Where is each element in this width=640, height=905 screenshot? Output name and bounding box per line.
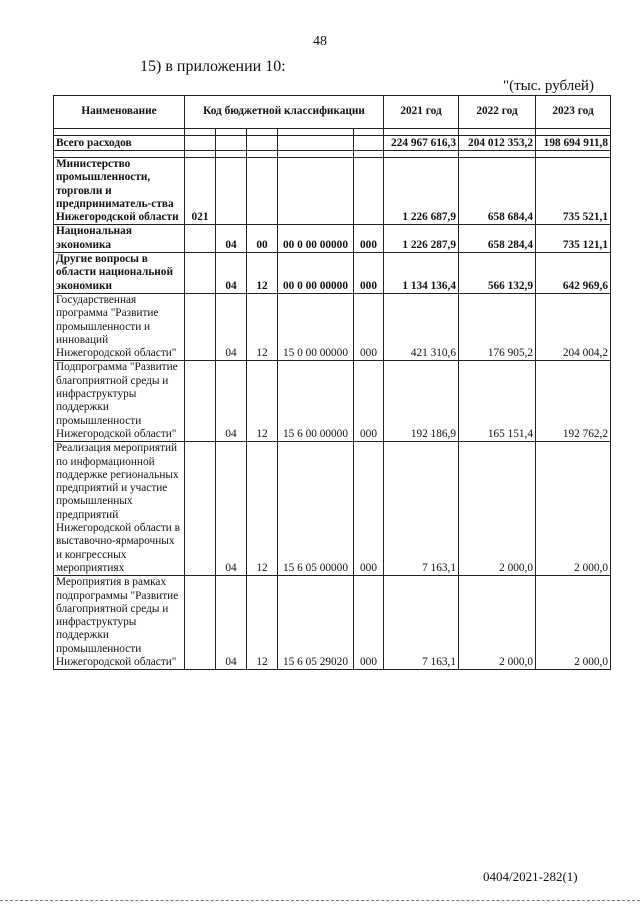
page-number: 48 (313, 34, 327, 49)
table-header-row (54, 96, 611, 129)
cell-y2021: 1 226 687,9 (384, 158, 459, 225)
cell-y2021: 192 186,9 (384, 361, 459, 442)
cell-section: 04 (216, 361, 247, 442)
intro-text: 15) в приложении 10: (140, 58, 286, 75)
table-row (54, 158, 611, 225)
cell-name: Государственная программа "Развитие промышленности и инноваций Нижегородской области" (54, 293, 185, 360)
cell-type: 000 (354, 361, 384, 442)
cell-subsection: 12 (247, 253, 278, 294)
cell-y2022: 658 284,4 (459, 225, 536, 253)
cell-name: Реализация мероприятий по информационной поддержке региональных предприятий и участие промышленных предприятий Нижегородской области в выставочно-ярмарочных и конгрессных мероприятиях (54, 442, 185, 576)
table-row (54, 253, 611, 294)
cell-y2023: 735 121,1 (536, 225, 611, 253)
cell-section: 04 (216, 225, 247, 253)
cell-subsection: 12 (247, 361, 278, 442)
cell-section: 04 (216, 442, 247, 576)
header-name: Наименование (54, 96, 185, 129)
cell-y2022: 2 000,0 (459, 576, 536, 670)
cell-y2022: 165 151,4 (459, 361, 536, 442)
total-2021: 224 967 616,3 (384, 136, 459, 151)
cell-type: 000 (354, 253, 384, 294)
cell-y2022: 566 132,9 (459, 253, 536, 294)
cell-ministry (185, 361, 216, 442)
spacer-row (54, 129, 611, 136)
header-code: Код бюджетной классификации (185, 96, 384, 129)
cell-name: Подпрограмма "Развитие благоприятной среды и инфраструктуры поддержки промышленности Нижегородской области" (54, 361, 185, 442)
cell-y2022: 658 684,4 (459, 158, 536, 225)
cell-y2023: 2 000,0 (536, 442, 611, 576)
table-row (54, 576, 611, 670)
header-2022: 2022 год (459, 96, 536, 129)
budget-table (53, 95, 611, 670)
cell-name: Национальная экономика (54, 225, 185, 253)
cell-type: 000 (354, 576, 384, 670)
cell-y2022: 2 000,0 (459, 442, 536, 576)
cell-target: 15 0 00 00000 (278, 293, 354, 360)
total-2022: 204 012 353,2 (459, 136, 536, 151)
cell-type: 000 (354, 293, 384, 360)
cell-target: 15 6 05 29020 (278, 576, 354, 670)
cell-name: Министерство промышленности, торговли и предприниматель-ства Нижегородской области (54, 158, 185, 225)
cell-subsection: 12 (247, 293, 278, 360)
cell-subsection: 12 (247, 576, 278, 670)
cell-section: 04 (216, 253, 247, 294)
cell-y2021: 421 310,6 (384, 293, 459, 360)
cell-y2023: 735 521,1 (536, 158, 611, 225)
cell-y2021: 1 134 136,4 (384, 253, 459, 294)
cell-name: Другие вопросы в области национальной экономики (54, 253, 185, 294)
cell-subsection: 12 (247, 442, 278, 576)
cell-name: Мероприятия в рамках подпрограммы "Развитие благоприятной среды и инфраструктуры поддержки промышленности Нижегородской области" (54, 576, 185, 670)
header-2021: 2021 год (384, 96, 459, 129)
cell-ministry (185, 442, 216, 576)
cell-target: 00 0 00 00000 (278, 253, 354, 294)
table-row (54, 442, 611, 576)
cell-target: 00 0 00 00000 (278, 225, 354, 253)
total-2023: 198 694 911,8 (536, 136, 611, 151)
cell-ministry (185, 225, 216, 253)
cell-ministry: 021 (185, 158, 216, 225)
cell-y2022: 176 905,2 (459, 293, 536, 360)
cell-target: 15 6 00 00000 (278, 361, 354, 442)
cell-ministry (185, 253, 216, 294)
cell-ministry (185, 576, 216, 670)
cell-type (354, 158, 384, 225)
cell-ministry (185, 293, 216, 360)
table-row (54, 225, 611, 253)
cell-target: 15 6 05 00000 (278, 442, 354, 576)
cell-y2021: 7 163,1 (384, 576, 459, 670)
cell-y2023: 2 000,0 (536, 576, 611, 670)
cell-subsection: 00 (247, 225, 278, 253)
cell-y2023: 642 969,6 (536, 253, 611, 294)
cell-section (216, 158, 247, 225)
document-code: 0404/2021-282(1) (483, 869, 578, 884)
spacer-row (54, 151, 611, 158)
cell-target (278, 158, 354, 225)
total-name: Всего расходов (54, 136, 185, 151)
cell-type: 000 (354, 225, 384, 253)
cell-subsection (247, 158, 278, 225)
cell-y2021: 1 226 287,9 (384, 225, 459, 253)
cell-y2021: 7 163,1 (384, 442, 459, 576)
cell-section: 04 (216, 576, 247, 670)
units-label: "(тыс. рублей) (503, 78, 594, 94)
scan-edge-line (0, 900, 640, 901)
cell-y2023: 204 004,2 (536, 293, 611, 360)
table-row (54, 293, 611, 360)
cell-type: 000 (354, 442, 384, 576)
total-row (54, 136, 611, 151)
table-row (54, 361, 611, 442)
cell-y2023: 192 762,2 (536, 361, 611, 442)
header-2023: 2023 год (536, 96, 611, 129)
cell-section: 04 (216, 293, 247, 360)
